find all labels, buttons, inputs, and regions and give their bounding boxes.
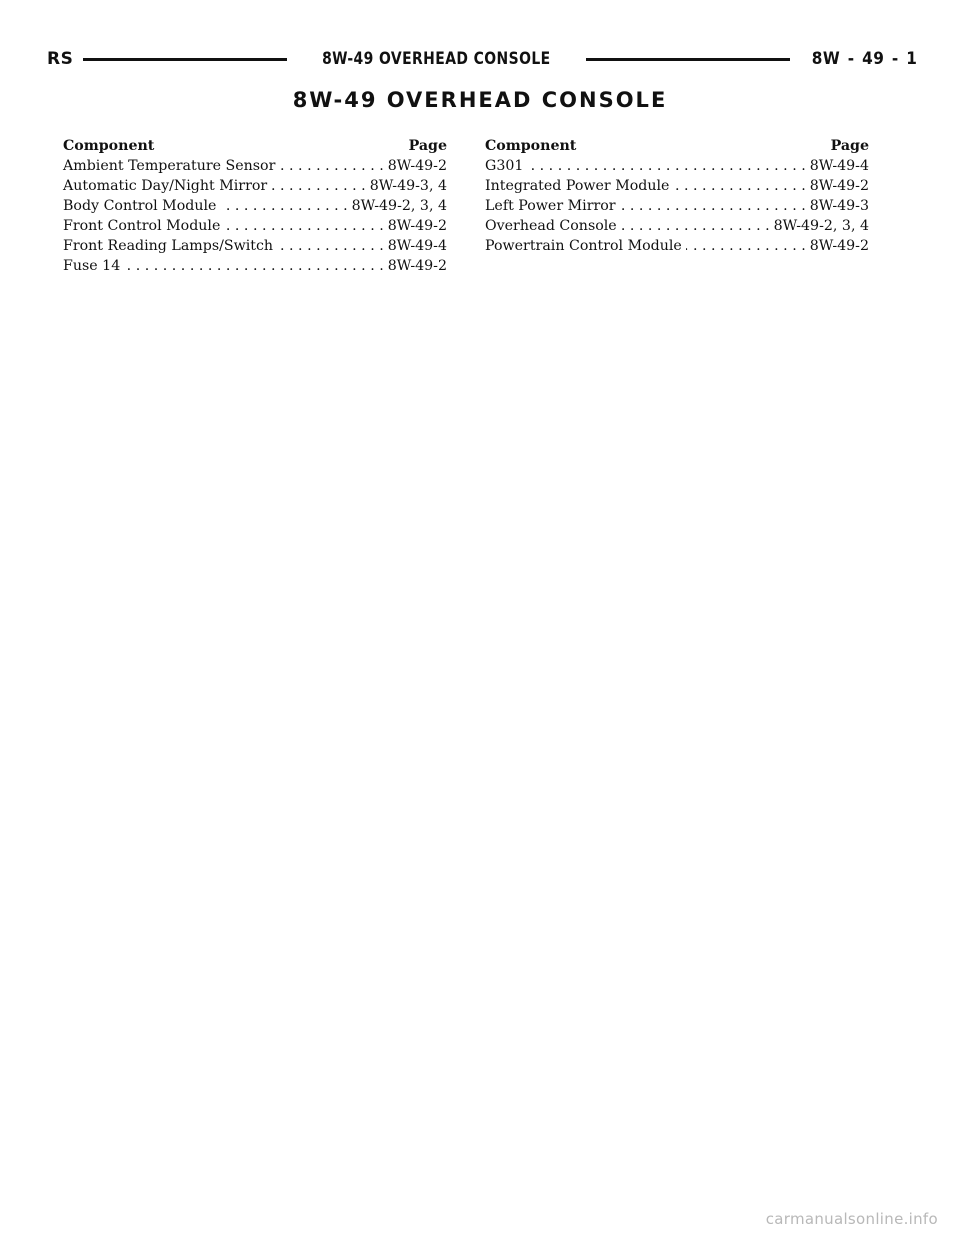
page-reference: 8W-49-2, 3, 4 (351, 198, 447, 214)
dot-leader (621, 216, 770, 236)
component-heading: Component (485, 138, 577, 154)
component-name: Powertrain Control Module (485, 238, 682, 254)
page-heading: Page (408, 138, 447, 154)
dot-leader (271, 176, 366, 196)
component-name: Fuse 14 (63, 258, 121, 274)
component-heading: Component (63, 138, 155, 154)
dot-leader (527, 156, 805, 176)
dot-leader (220, 196, 347, 216)
page-number: 8W - 49 - 1 (811, 49, 917, 69)
section-code: RS (47, 49, 74, 69)
dot-leader (124, 256, 384, 276)
page-reference: 8W-49-2 (387, 158, 447, 174)
component-name: Body Control Module (63, 198, 217, 214)
index-column-header (485, 136, 869, 156)
component-name: Overhead Console (485, 218, 617, 234)
running-header (47, 46, 917, 72)
component-name: Ambient Temperature Sensor (63, 158, 276, 174)
page-reference: 8W-49-2 (809, 178, 869, 194)
component-name: Automatic Day/Night Mirror (63, 178, 268, 194)
index-entry (63, 236, 447, 256)
component-name: Front Control Module (63, 218, 221, 234)
page-reference: 8W-49-2 (387, 258, 447, 274)
dot-leader (279, 156, 383, 176)
index-entry (63, 196, 447, 216)
index-column-header (63, 136, 447, 156)
index-column-right (485, 136, 869, 256)
page-reference: 8W-49-2 (809, 238, 869, 254)
index-entry (485, 156, 869, 176)
index-entry (63, 216, 447, 236)
component-name: Front Reading Lamps/Switch (63, 238, 274, 254)
page-reference: 8W-49-4 (387, 238, 447, 254)
index-column-left (63, 136, 447, 276)
dot-leader (224, 216, 383, 236)
page-reference: 8W-49-2 (387, 218, 447, 234)
page-reference: 8W-49-2, 3, 4 (773, 218, 869, 234)
page-heading: Page (830, 138, 869, 154)
index-entry (485, 236, 869, 256)
dot-leader (277, 236, 384, 256)
index-entry (485, 216, 869, 236)
index-entry (63, 256, 447, 276)
index-entry (485, 196, 869, 216)
index-entry (63, 156, 447, 176)
index-entry (485, 176, 869, 196)
header-rule-right (586, 58, 790, 61)
watermark: carmanualsonline.info (765, 1210, 938, 1228)
dot-leader (620, 196, 806, 216)
index-entry (63, 176, 447, 196)
dot-leader (673, 176, 805, 196)
page-reference: 8W-49-3 (809, 198, 869, 214)
page-reference: 8W-49-4 (809, 158, 869, 174)
component-name: Left Power Mirror (485, 198, 616, 214)
component-name: Integrated Power Module (485, 178, 670, 194)
component-name: G301 (485, 158, 524, 174)
header-rule-left (83, 58, 287, 61)
dot-leader (686, 236, 806, 256)
page-reference: 8W-49-3, 4 (369, 178, 447, 194)
header-section-title: 8W-49 OVERHEAD CONSOLE (322, 49, 551, 69)
page-title: 8W-49 OVERHEAD CONSOLE (292, 88, 668, 112)
